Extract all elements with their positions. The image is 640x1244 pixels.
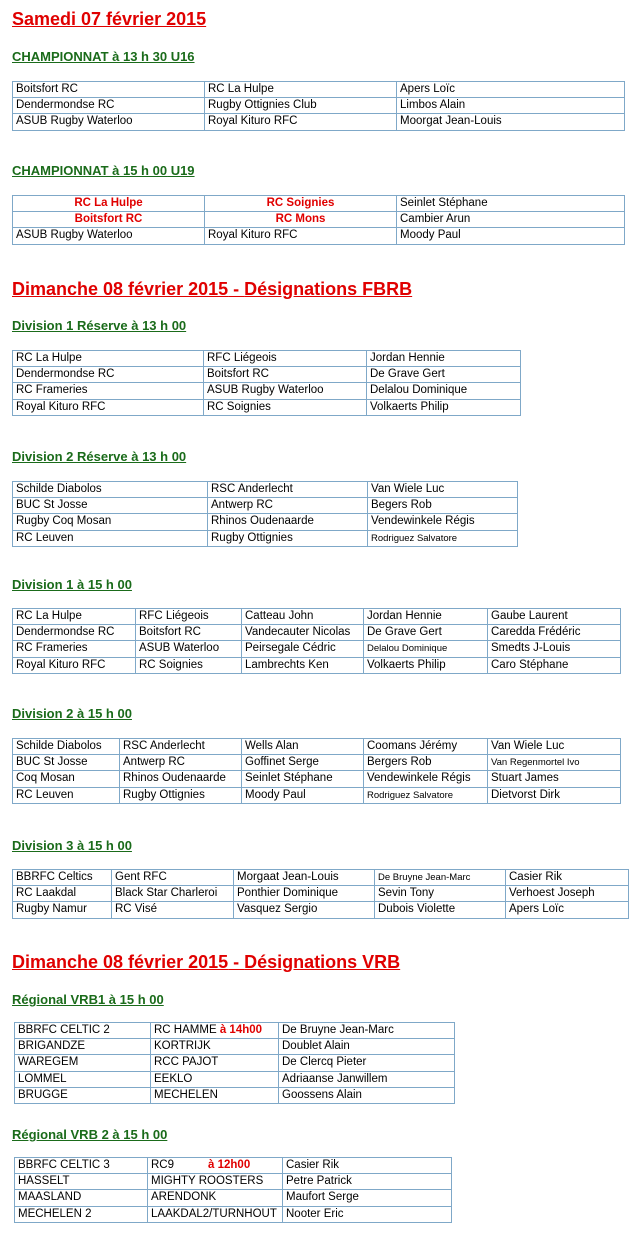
cell-away: RCC PAJOT — [151, 1055, 279, 1071]
cell-home: Coq Mosan — [13, 771, 120, 787]
cell-referee: Begers Rob — [368, 498, 518, 514]
cell-referee: Apers Loïc — [397, 82, 625, 98]
cell-home: Royal Kituro RFC — [13, 399, 204, 415]
cell-assistant-2: Apers Loïc — [506, 902, 629, 918]
heading-separator: - — [228, 952, 245, 972]
table-row — [13, 657, 621, 673]
section-heading-vrb2: Régional VRB 2 à 15 h 00 — [12, 1127, 168, 1142]
cell-away: Royal Kituro RFC — [205, 114, 397, 130]
date-heading-sunday-fbrb — [12, 279, 412, 300]
cell-home: Boitsfort RC — [13, 212, 205, 228]
cell-referee: Casier Rik — [283, 1158, 452, 1174]
cell-home: BRIGANDZE — [15, 1039, 151, 1055]
table-row — [15, 1087, 455, 1103]
cell-referee: Vasquez Sergio — [234, 902, 375, 918]
cell-assistant-2: Van Regenmortel Ivo — [488, 755, 621, 771]
cell-away-team: RC HAMME — [154, 1024, 217, 1037]
cell-assistant-2: Gaube Laurent — [488, 609, 621, 625]
table-row — [13, 498, 518, 514]
cell-away: RC Soignies — [204, 399, 367, 415]
date-heading-saturday: Samedi 07 février 2015 — [12, 9, 207, 29]
table-row — [13, 367, 521, 383]
cell-referee: Cambier Arun — [397, 212, 625, 228]
table-row — [15, 1190, 452, 1206]
section-heading-div2-reserve: Division 2 Réserve à 13 h 00 — [12, 449, 187, 464]
cell-assistant-2: Casier Rik — [506, 870, 629, 886]
table-row — [13, 351, 521, 367]
cell-away: Rhinos Oudenaarde — [120, 771, 242, 787]
cell-referee: De Clercq Pieter — [279, 1055, 455, 1071]
cell-away: ASUB Rugby Waterloo — [204, 383, 367, 399]
cell-away: Antwerp RC — [120, 755, 242, 771]
cell-referee: Jordan Hennie — [367, 351, 521, 367]
cell-away: Rugby Ottignies Club — [205, 98, 397, 114]
cell-referee: Goffinet Serge — [242, 755, 364, 771]
cell-home: BBRFC Celtics — [13, 870, 112, 886]
table-row — [15, 1023, 455, 1039]
date-heading-sunday-fbrb-main: Dimanche 08 février 2015 — [12, 279, 229, 299]
cell-referee: De Bruyne Jean-Marc — [279, 1023, 455, 1039]
cell-home: BUC St Josse — [13, 755, 120, 771]
cell-away: MECHELEN — [151, 1087, 279, 1103]
cell-away: Boitsfort RC — [204, 367, 367, 383]
date-heading-sunday-vrb — [12, 952, 400, 973]
cell-home: Schilde Diabolos — [13, 739, 120, 755]
cell-away: RC Soignies — [136, 657, 242, 673]
cell-away: ARENDONK — [148, 1190, 283, 1206]
table-row — [13, 228, 625, 244]
table-u16 — [12, 81, 625, 131]
cell-home: LOMMEL — [15, 1071, 151, 1087]
table-row — [13, 82, 625, 98]
table-row — [13, 196, 625, 212]
cell-assistant-2: Smedts J-Louis — [488, 641, 621, 657]
table-row — [13, 399, 521, 415]
cell-home: Rugby Namur — [13, 902, 112, 918]
cell-referee: Limbos Alain — [397, 98, 625, 114]
cell-away: MIGHTY ROOSTERS — [148, 1174, 283, 1190]
cell-home: Rugby Coq Mosan — [13, 514, 208, 530]
cell-assistant-2: Caredda Frédéric — [488, 625, 621, 641]
cell-referee: Seinlet Stéphane — [242, 771, 364, 787]
cell-referee: Peirsegale Cédric — [242, 641, 364, 657]
section-heading-u16-main: CHAMPIONNAT à 13 h 30 — [12, 49, 168, 64]
cell-referee: Vendewinkele Régis — [368, 514, 518, 530]
cell-away: LAAKDAL2/TURNHOUT — [148, 1206, 283, 1222]
cell-assistant-1: Rodriguez Salvatore — [364, 787, 488, 803]
date-heading-sunday-vrb-main: Dimanche 08 février 2015 — [12, 952, 229, 972]
section-heading-u19 — [12, 163, 195, 178]
cell-assistant-1: De Bruyne Jean-Marc — [375, 870, 506, 886]
cell-assistant-2: Van Wiele Luc — [488, 739, 621, 755]
table-row — [13, 482, 518, 498]
cell-assistant-1: Bergers Rob — [364, 755, 488, 771]
cell-home: RC Leuven — [13, 787, 120, 803]
section-heading-u19-main: CHAMPIONNAT à 15 h 00 — [12, 163, 168, 178]
table-vrb1 — [14, 1022, 455, 1104]
cell-home: ASUB Rugby Waterloo — [13, 114, 205, 130]
cell-referee: Seinlet Stéphane — [397, 196, 625, 212]
cell-away: RC Visé — [112, 902, 234, 918]
cell-home: Schilde Diabolos — [13, 482, 208, 498]
cell-assistant-1: Sevin Tony — [375, 886, 506, 902]
cell-away — [151, 1023, 279, 1039]
cell-home: MAASLAND — [15, 1190, 148, 1206]
cell-away: RC La Hulpe — [205, 82, 397, 98]
cell-away: Antwerp RC — [208, 498, 368, 514]
table-row — [13, 212, 625, 228]
cell-assistant-1: Dubois Violette — [375, 902, 506, 918]
table-div1-reserve — [12, 350, 521, 416]
table-row — [13, 771, 621, 787]
section-heading-div2: Division 2 à 15 h 00 — [12, 706, 132, 721]
cell-home: Dendermondse RC — [13, 367, 204, 383]
cell-away: Royal Kituro RFC — [205, 228, 397, 244]
time-change-note: à 14h00 — [219, 1024, 263, 1037]
table-row — [13, 98, 625, 114]
table-row — [13, 609, 621, 625]
table-row — [13, 625, 621, 641]
table-row — [13, 514, 518, 530]
cell-referee: Van Wiele Luc — [368, 482, 518, 498]
table-row — [13, 870, 629, 886]
table-u19 — [12, 195, 625, 245]
cell-referee: Petre Patrick — [283, 1174, 452, 1190]
cell-assistant-1: Coomans Jérémy — [364, 739, 488, 755]
cell-referee: Delalou Dominique — [367, 383, 521, 399]
cell-referee: Lambrechts Ken — [242, 657, 364, 673]
cell-away: Gent RFC — [112, 870, 234, 886]
cell-home: RC Laakdal — [13, 886, 112, 902]
cell-home: RC La Hulpe — [13, 609, 136, 625]
section-heading-div1: Division 1 à 15 h 00 — [12, 577, 132, 592]
table-row — [15, 1039, 455, 1055]
cell-assistant-2: Dietvorst Dirk — [488, 787, 621, 803]
cell-home: Boitsfort RC — [13, 82, 205, 98]
date-heading-sunday-fbrb-suffix: Désignations FBRB — [244, 279, 413, 299]
cell-referee: Vandecauter Nicolas — [242, 625, 364, 641]
cell-home: BRUGGE — [15, 1087, 151, 1103]
cell-away: Boitsfort RC — [136, 625, 242, 641]
section-heading-u19-suffix: U19 — [167, 163, 195, 178]
cell-referee: Goossens Alain — [279, 1087, 455, 1103]
cell-referee: Volkaerts Philip — [367, 399, 521, 415]
cell-home: HASSELT — [15, 1174, 148, 1190]
table-row — [13, 902, 629, 918]
cell-away: RFC Liégeois — [204, 351, 367, 367]
table-row — [15, 1174, 452, 1190]
table-row — [15, 1158, 452, 1174]
cell-away: RFC Liégeois — [136, 609, 242, 625]
cell-referee: De Grave Gert — [367, 367, 521, 383]
table-div1 — [12, 608, 621, 674]
cell-assistant-1: De Grave Gert — [364, 625, 488, 641]
cell-home: Royal Kituro RFC — [13, 657, 136, 673]
cell-away — [148, 1158, 283, 1174]
cell-referee: Adriaanse Janwillem — [279, 1071, 455, 1087]
table-row — [13, 755, 621, 771]
section-heading-div1-reserve: Division 1 Réserve à 13 h 00 — [12, 318, 187, 333]
table-row — [13, 787, 621, 803]
section-heading-u16 — [12, 49, 195, 64]
cell-home: ASUB Rugby Waterloo — [13, 228, 205, 244]
table-row — [13, 530, 518, 546]
cell-away: Rhinos Oudenaarde — [208, 514, 368, 530]
section-heading-div3: Division 3 à 15 h 00 — [12, 838, 132, 853]
table-div2-reserve — [12, 481, 518, 547]
table-row — [13, 383, 521, 399]
cell-referee: Rodriguez Salvatore — [368, 530, 518, 546]
cell-home: Dendermondse RC — [13, 625, 136, 641]
date-heading-sunday-vrb-suffix: Désignations VRB — [244, 952, 401, 972]
cell-assistant-1: Volkaerts Philip — [364, 657, 488, 673]
table-row — [13, 886, 629, 902]
cell-away: ASUB Waterloo — [136, 641, 242, 657]
cell-assistant-1: Jordan Hennie — [364, 609, 488, 625]
cell-assistant-1: Delalou Dominique — [364, 641, 488, 657]
cell-away: Rugby Ottignies — [208, 530, 368, 546]
table-row — [15, 1055, 455, 1071]
cell-away: KORTRIJK — [151, 1039, 279, 1055]
table-div3 — [12, 869, 629, 919]
cell-home: BBRFC CELTIC 3 — [15, 1158, 148, 1174]
cell-referee: Wells Alan — [242, 739, 364, 755]
table-row — [15, 1206, 452, 1222]
cell-home: Dendermondse RC — [13, 98, 205, 114]
time-change-note: à 12h00 — [208, 1159, 251, 1172]
cell-home: RC Frameries — [13, 383, 204, 399]
table-row — [13, 739, 621, 755]
cell-assistant-2: Stuart James — [488, 771, 621, 787]
cell-home: RC La Hulpe — [13, 351, 204, 367]
cell-referee: Moody Paul — [397, 228, 625, 244]
section-heading-u16-suffix: U16 — [167, 49, 195, 64]
cell-referee: Maufort Serge — [283, 1190, 452, 1206]
cell-away: RSC Anderlecht — [208, 482, 368, 498]
cell-referee: Nooter Eric — [283, 1206, 452, 1222]
cell-home: RC La Hulpe — [13, 196, 205, 212]
table-row — [13, 114, 625, 130]
cell-home: RC Frameries — [13, 641, 136, 657]
heading-separator: - — [228, 279, 245, 299]
cell-referee: Catteau John — [242, 609, 364, 625]
cell-home: MECHELEN 2 — [15, 1206, 148, 1222]
cell-away: Black Star Charleroi — [112, 886, 234, 902]
cell-away: RC Soignies — [205, 196, 397, 212]
table-row — [15, 1071, 455, 1087]
cell-away: Rugby Ottignies — [120, 787, 242, 803]
cell-home: RC Leuven — [13, 530, 208, 546]
cell-referee: Ponthier Dominique — [234, 886, 375, 902]
table-row — [13, 641, 621, 657]
cell-assistant-1: Vendewinkele Régis — [364, 771, 488, 787]
cell-assistant-2: Caro Stéphane — [488, 657, 621, 673]
cell-away: RC Mons — [205, 212, 397, 228]
cell-referee: Doublet Alain — [279, 1039, 455, 1055]
cell-home: BUC St Josse — [13, 498, 208, 514]
cell-away: RSC Anderlecht — [120, 739, 242, 755]
cell-away-team: RC9 — [151, 1159, 175, 1172]
cell-referee: Morgaat Jean-Louis — [234, 870, 375, 886]
cell-assistant-2: Verhoest Joseph — [506, 886, 629, 902]
cell-away: EEKLO — [151, 1071, 279, 1087]
cell-home: BBRFC CELTIC 2 — [15, 1023, 151, 1039]
section-heading-vrb1: Régional VRB1 à 15 h 00 — [12, 992, 164, 1007]
cell-referee: Moorgat Jean-Louis — [397, 114, 625, 130]
cell-home: WAREGEM — [15, 1055, 151, 1071]
table-vrb2 — [14, 1157, 452, 1223]
table-div2 — [12, 738, 621, 804]
cell-referee: Moody Paul — [242, 787, 364, 803]
